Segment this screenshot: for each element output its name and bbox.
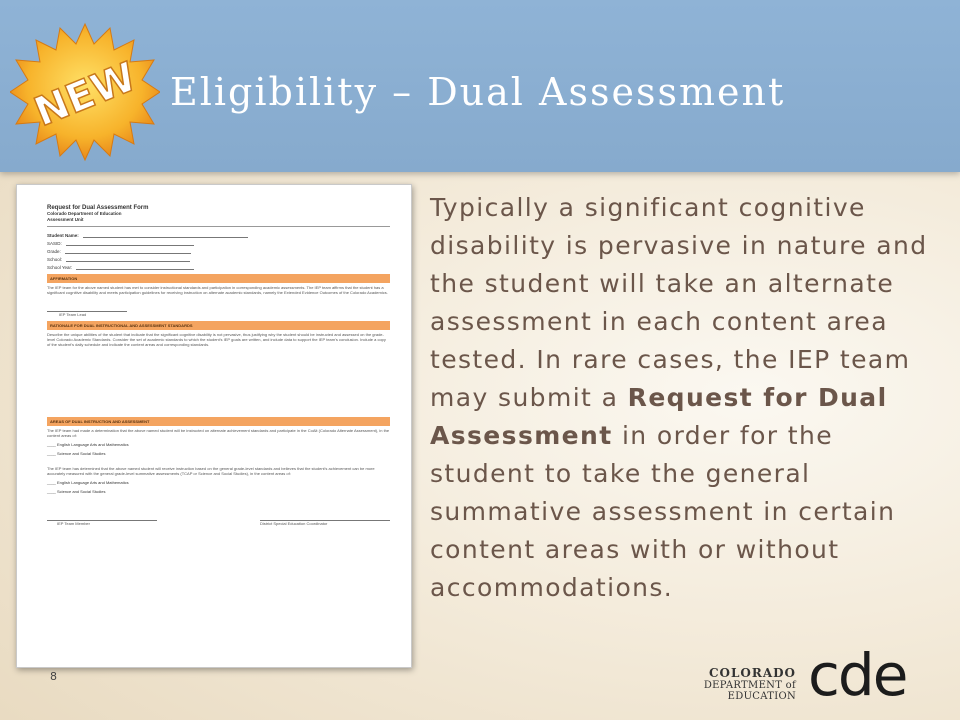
slide-title: Eligibility – Dual Assessment — [170, 70, 786, 114]
form-sig-coordinator: District Special Education Coordinator — [260, 521, 328, 526]
form-divider — [47, 226, 390, 227]
body-paragraph — [430, 189, 930, 607]
form-section-text: Describe the unique abilities of the student that indicate that the significant cognitive disability is not pervasive, thus justifying why the student should be instructed and assessed on the grade-level Colorado Academic Standards. Consider the set of academic standards to which the student's IEP goals are written, and include data to support the IEP team's conclusion. Include a copy of the student's daily schedule and indicate the content areas and corresponding standards. — [47, 332, 386, 347]
badge-text: NEW — [28, 53, 143, 136]
body-text-2: in order for the student to take the general summative assessment in certain content areas with or without accommodations. — [430, 421, 896, 602]
form-section-header: AFFIRMATION — [47, 274, 390, 283]
page-number: 8 — [50, 670, 57, 683]
form-team-lead: IEP Team Lead — [59, 312, 87, 317]
cde-logo-mark: cde — [808, 641, 907, 709]
form-checkbox-line: ____ Science and Social Studies — [47, 451, 106, 456]
logo-line-1: COLORADO — [708, 666, 796, 680]
logo-line-2: DEPARTMENT of EDUCATION — [703, 680, 796, 702]
form-org: Colorado Department of Education — [47, 211, 122, 216]
new-starburst-badge — [10, 22, 160, 162]
form-field: Grade: — [47, 246, 390, 254]
form-sig-member: IEP Team Member — [57, 521, 90, 526]
body-text-1: Typically a significant cognitive disability is pervasive in nature and the student will take an alternate assessment in each content area tested. In rare cases, the IEP team may submit a — [430, 193, 928, 412]
form-field: School Year: — [47, 262, 390, 270]
form-section-header: RATIONALE FOR DUAL INSTRUCTIONAL AND ASSESSMENT STANDARDS — [47, 321, 390, 330]
form-blank-area — [47, 347, 390, 413]
form-checkbox-line: ____ English Language Arts and Mathematics — [47, 442, 129, 447]
cde-logo-text — [650, 666, 796, 702]
form-field: School: — [47, 254, 390, 262]
form-checkbox-line: ____ Science and Social Studies — [47, 489, 106, 494]
form-thumbnail — [16, 184, 412, 668]
form-section-text: The IEP team had made a determination that the above named student will be instructed on alternate achievement standards and participate in the CoAlt (Colorado Alternate Assessment), in the content areas of: — [47, 428, 390, 438]
form-unit: Assessment Unit — [47, 217, 84, 222]
form-field: SASID: — [47, 238, 390, 246]
form-title: Request for Dual Assessment Form — [47, 205, 149, 211]
form-field: Student Name: — [47, 230, 390, 238]
form-signatures — [47, 520, 390, 526]
form-section-text: The IEP team has determined that the above named student will receive instruction based on the general grade-level standards and believes that the student's achievement can be more accurately measured with the general grade-level summative assessments (TCAP or Science and Social Studies), in the content areas of: — [47, 466, 375, 476]
form-section-header: AREAS OF DUAL INSTRUCTION AND ASSESSMENT — [47, 417, 390, 426]
form-checkbox-line: ____ English Language Arts and Mathematics — [47, 480, 129, 485]
body-text-bold: Request for Dual Assessment — [430, 383, 888, 450]
form-section-text: The IEP team for the above named student has met to consider instructional standards and participation in corresponding academic assessments. The IEP team affirms that the student has a significant cognitive disability and meets participation guidelines for receiving instruction on alternate academic standards, namely the Extended Evidence Outcomes of the Colorado Academics. — [47, 285, 388, 295]
